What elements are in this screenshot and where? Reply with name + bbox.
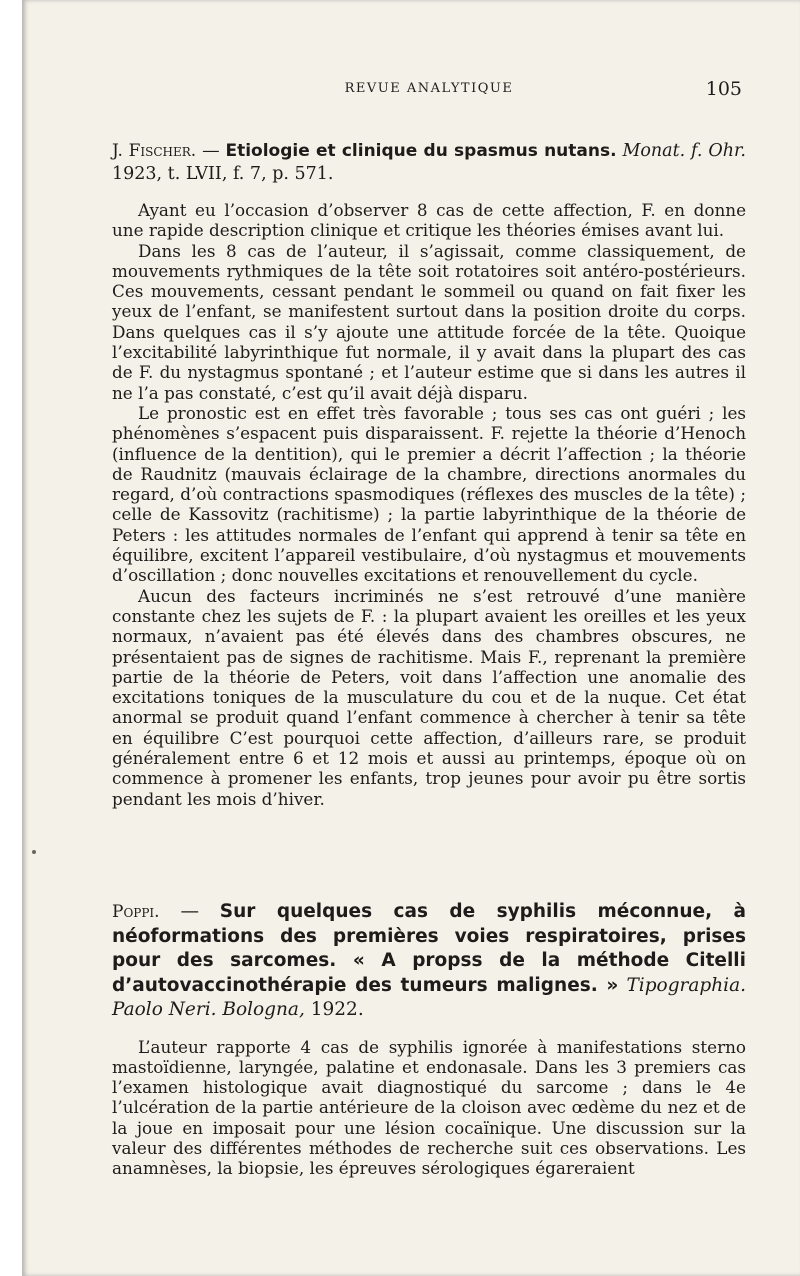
article-heading — [112, 140, 746, 186]
margin-speck — [32, 850, 36, 854]
heading-dash: — — [180, 901, 199, 922]
paragraph: Le pronostic est en effet très favorable ; tous ses cas ont guéri ; les phénomènes s’espacent puis disparaissent. F. rejette la théorie d’Henoch (influence de la dentition), qui le premier a décrit l’affection ; la théorie de Raudnitz (mauvais éclairage de la chambre, directions anormales du regard, d’où contractions spasmodiques (réflexes des muscles de la tête) ; celle de Kassovitz (rachitisme) ; la partie labyrinthique de la théorie de Peters : les attitudes normales de l’enfant qui apprend à tenir sa tête en équilibre, excitent l’appareil vestibulaire, d’où nystagmus et mouvements d’oscillation ; donc nouvelles excitations et renouvellement du cycle. — [112, 402, 746, 586]
article-body — [112, 1037, 746, 1179]
article-author: Poppi. — [112, 902, 160, 922]
paragraph: Dans les 8 cas de l’auteur, il s’agissait, comme classiquement, de mouvements rythmiques de la tête soit rotatoires soit antéro-postérieurs. Ces mouvements, cessant pendant le sommeil ou quand on fait fixer les yeux de l’enfant, se manifestent surtout dans la position droite du corps. Dans quelques cas il s’y ajoute une attitude forcée de la tête. Quoique l’excitabilité labyrinthique fut normale, il y avait dans la plupart des cas de F. du nystagmus spontané ; et l’auteur estime que si dans les autres il ne l’a pas constaté, c’est qu’il avait déjà disparu. — [112, 240, 746, 403]
journal-page — [22, 0, 800, 1276]
heading-dash: — — [202, 141, 220, 161]
article-body — [112, 200, 746, 809]
paragraph: Aucun des facteurs incriminés ne s’est retrouvé d’une manière constante chez les sujets de F. : la plupart avaient les oreilles et les yeux normaux, n’avaient pas été élevés dans des chambres obscures, ne présentaient pas de signes de rachitisme. Mais F., reprenant la première partie de la théorie de Peters, voit dans l’affection une anomalie des excitations toniques de la musculature du cou et de la nuque. Cet état anormal se produit quand l’enfant commence à chercher à tenir sa tête en équilibre C’est pourquoi cette affection, d’ailleurs rare, se produit généralement entre 6 et 12 mois et aussi au printemps, époque où on commence à promener les enfants, trop jeunes pour avoir pu être sortis pendant les mois d’hiver. — [112, 585, 746, 809]
paragraph: L’auteur rapporte 4 cas de syphilis ignorée à manifestations sterno mastoïdienne, laryngée, palatine et endonasale. Dans les 3 premiers cas l’examen histologique avait diagnostiqué du sarcome ; dans le 4e l’ulcération de la partie antérieure de la cloison avec œdème du nez et de la joue en imposait pour une lésion cocaïnique. Une discussion sur la valeur des différentes méthodes de recherche suit ces observations. Les anamnèses, la biopsie, les épreuves sérologiques égareraient — [112, 1036, 746, 1179]
article-source: Tipographia. Paolo Neri. Bologna, — [112, 974, 746, 1020]
article-citation: 1922. — [310, 999, 364, 1020]
running-title: REVUE ANALYTIQUE — [344, 81, 514, 96]
article-title: Etiologie et clinique du spasmus nutans. — [225, 141, 617, 161]
running-head — [112, 78, 746, 100]
article-fischer — [112, 140, 746, 809]
article-title: Sur quelques cas de syphilis méconnue, à néoformations des premières voies respiratoires, prises pour des sarcomes. « A propss de la méthode Citelli d’autovaccinothérapie des tumeurs malignes. » — [112, 901, 746, 996]
article-author: J. Fischer. — [112, 141, 197, 161]
article-poppi — [112, 900, 746, 1179]
page-number: 105 — [705, 78, 742, 100]
paragraph: Ayant eu l’occasion d’observer 8 cas de cette affection, F. en donne une rapide description clinique et critique les théories émises avant lui. — [112, 200, 746, 241]
article-citation: 1923, t. LVII, f. 7, p. 571. — [112, 164, 334, 184]
article-source: Monat. f. Ohr. — [622, 141, 746, 161]
article-heading — [112, 900, 746, 1023]
